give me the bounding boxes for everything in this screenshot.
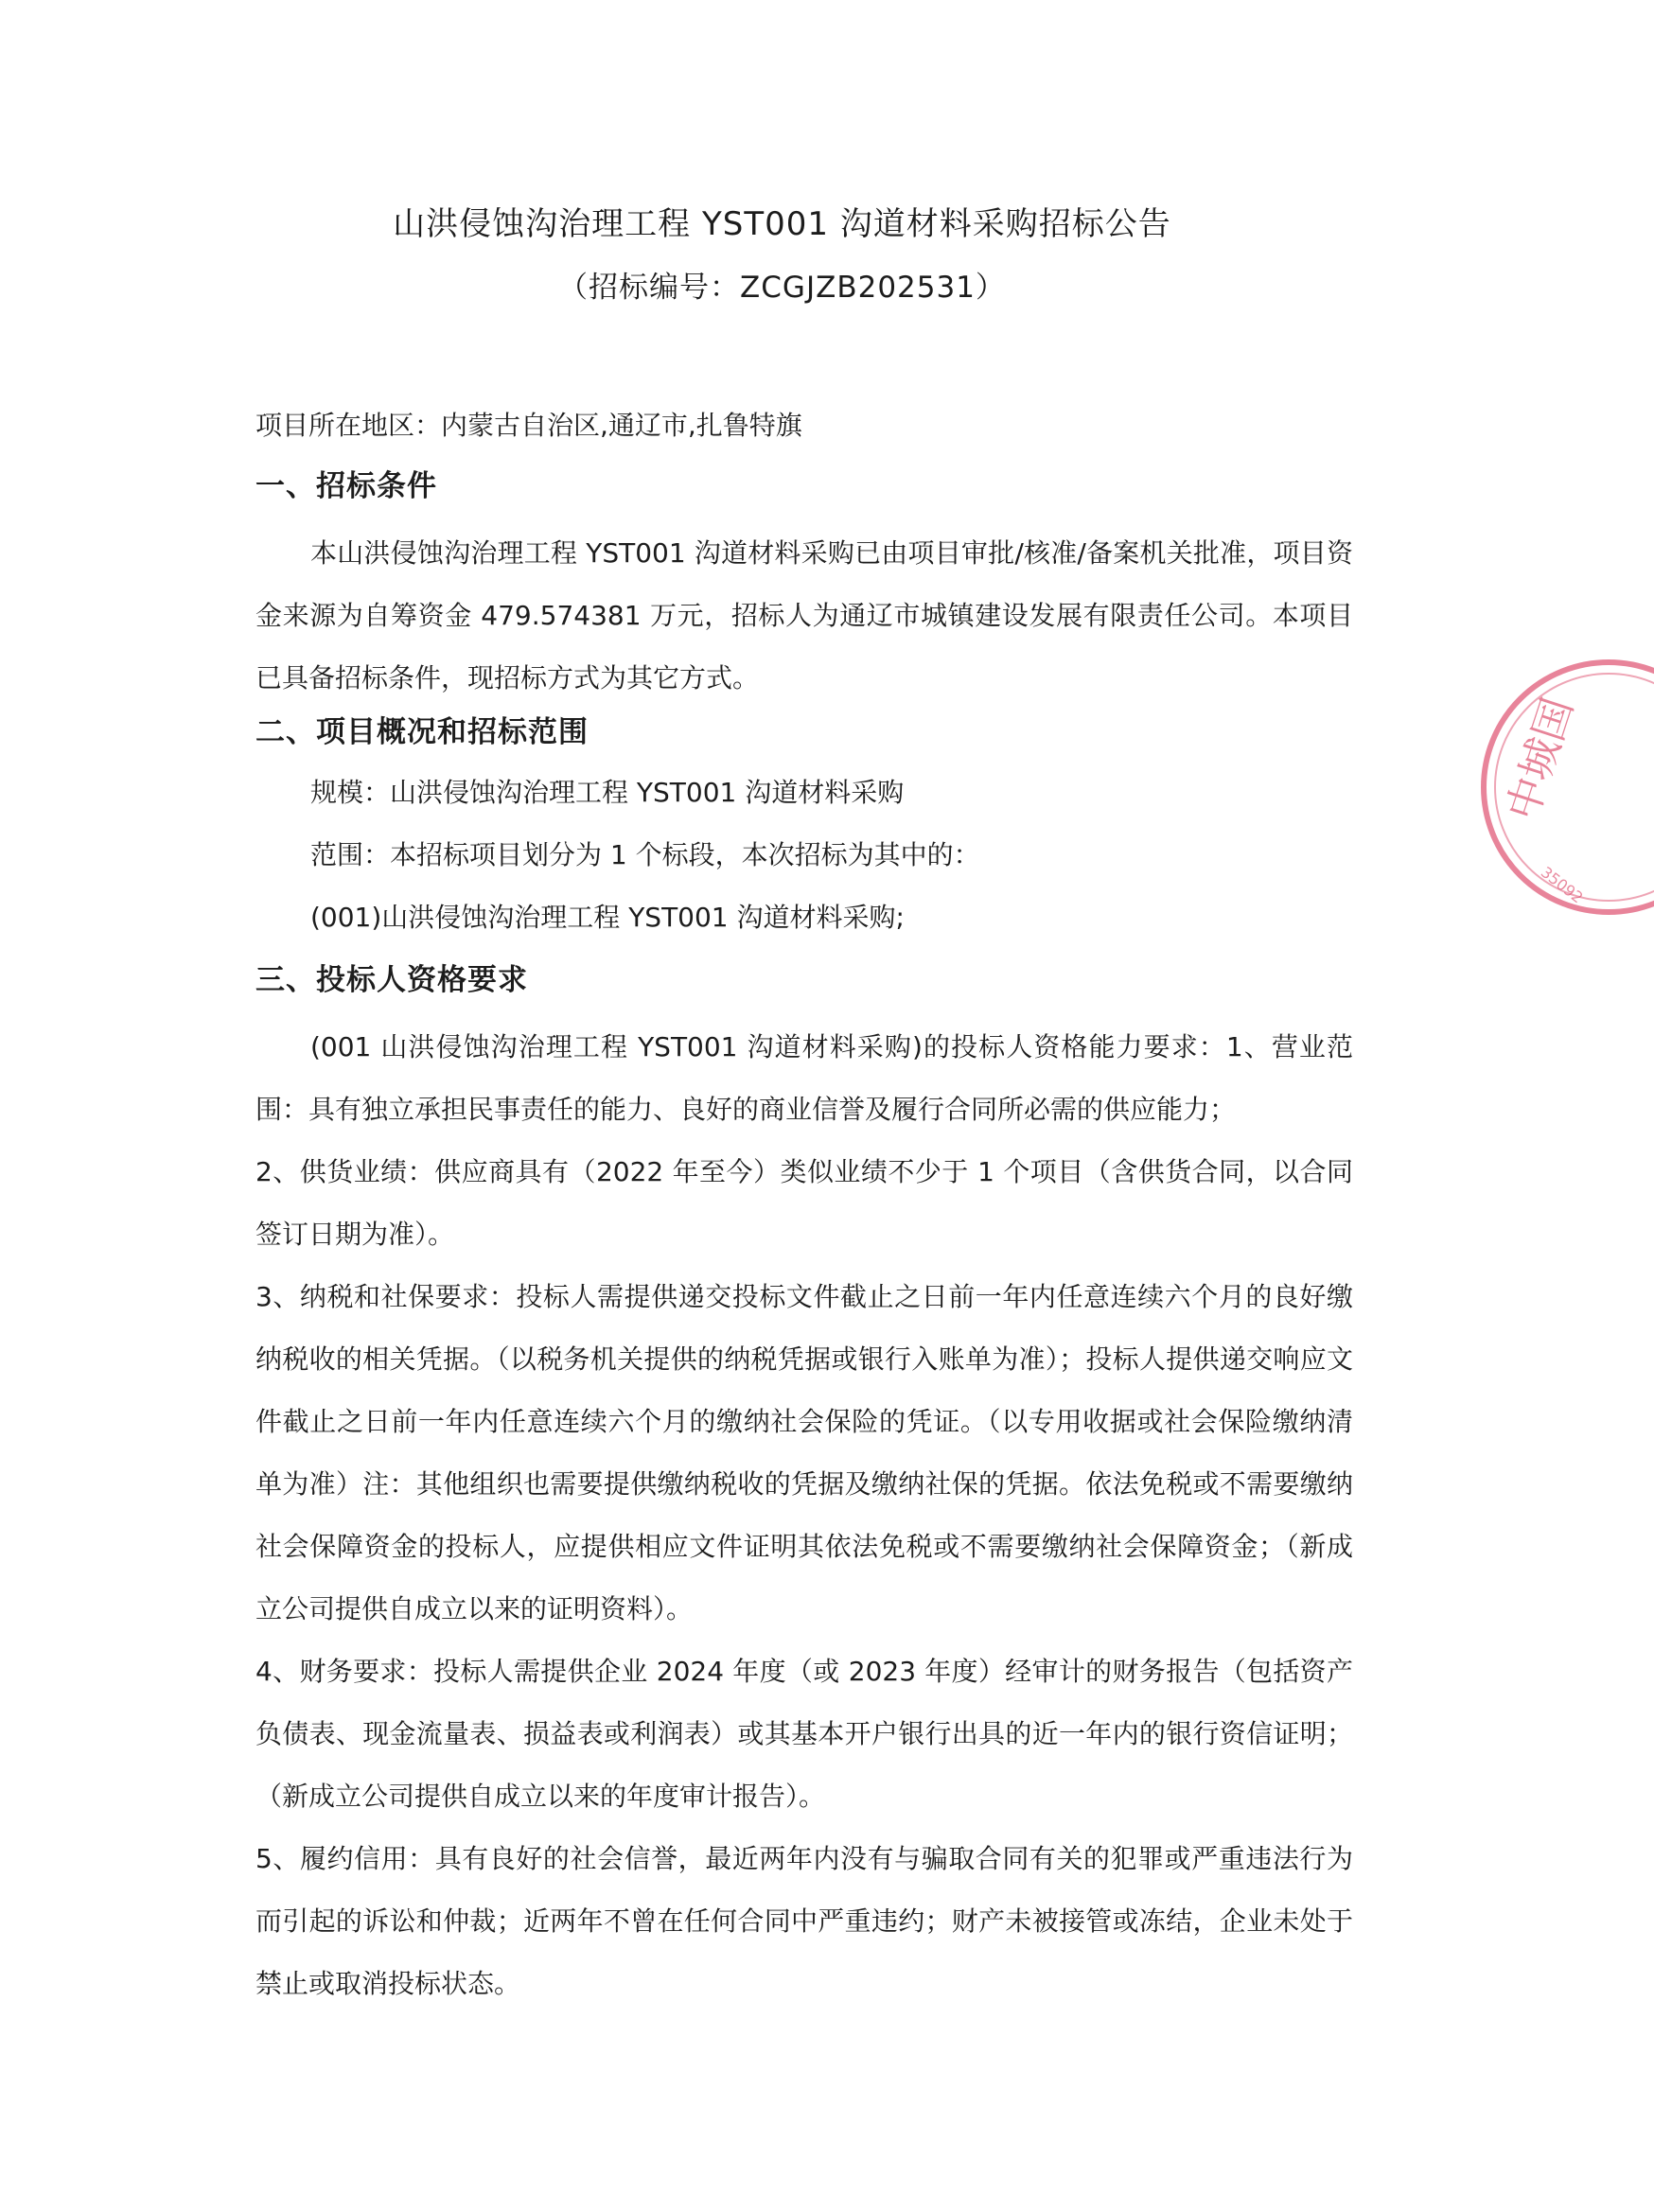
project-scope: 范围：本招标项目划分为 1 个标段，本次招标为其中的： (310, 839, 980, 870)
qualification-item-5: 5、履约信用：具有良好的社会信誉，最近两年内没有与骗取合同有关的犯罪或严重违法行为而引起的诉讼和仲裁；近两年不曾在任何合同中严重违约；财产未被接管或冻结，企业未处于禁止或取消投标状态。 (255, 1843, 1353, 1999)
company-seal-stamp (1465, 653, 1654, 937)
qualification-item-3: 3、纳税和社保要求：投标人需提供递交投标文件截止之日前一年内任意连续六个月的良好缴纳税收的相关凭据。（以税务机关提供的纳税凭据或银行入账单为准）；投标人提供递交响应文件截止之日前一年内任意连续六个月的缴纳社会保险的凭证。（以专用收据或社会保险缴纳清单为准）注：其他组织也需要提供缴纳税收的凭据及缴纳社保的凭据。依法免税或不需要缴纳社会保障资金的投标人，应提供相应文件证明其依法免税或不需要缴纳社会保障资金；（新成立公司提供自成立以来的证明资料）。 (255, 1281, 1353, 1624)
qualification-item-4: 4、财务要求：投标人需提供企业 2024 年度（或 2023 年度）经审计的财务报告（包括资产负债表、现金流量表、损益表或利润表）或其基本开户银行出具的近一年内的银行资信证明；（新成立公司提供自成立以来的年度审计报告）。 (255, 1656, 1353, 1812)
tender-number: （招标编号：ZCGJZB202531） (558, 271, 1006, 305)
qualification-item-1: (001 山洪侵蚀沟治理工程 YST001 沟道材料采购)的投标人资格能力要求：1、营业范围：具有独立承担民事责任的能力、良好的商业信誉及履行合同所必需的供应能力； (255, 1031, 1353, 1125)
section-heading-project-overview: 二、项目概况和招标范围 (255, 715, 589, 749)
document-title: 山洪侵蚀沟治理工程 YST001 沟道材料采购招标公告 (393, 205, 1171, 243)
project-scale: 规模：山洪侵蚀沟治理工程 YST001 沟道材料采购 (310, 777, 905, 808)
section-heading-bidder-qualifications: 三、投标人资格要求 (255, 963, 528, 997)
seal-large-text: 中城国 (1498, 692, 1583, 827)
seal-small-text: 35092 (1537, 863, 1587, 907)
section-heading-bidding-conditions: 一、招标条件 (255, 469, 437, 503)
bidding-conditions-paragraph: 本山洪侵蚀沟治理工程 YST001 沟道材料采购已由项目审批/核准/备案机关批准，项目资金来源为自筹资金 479.574381 万元，招标人为通辽市城镇建设发展有限责任公司。本项目已具备招标条件，现招标方式为其它方式。 (255, 537, 1353, 693)
project-lot: (001)山洪侵蚀沟治理工程 YST001 沟道材料采购; (310, 902, 905, 933)
project-location: 项目所在地区：内蒙古自治区,通辽市,扎鲁特旗 (255, 410, 802, 441)
qualification-item-2: 2、供货业绩：供应商具有（2022 年至今）类似业绩不少于 1 个项目（含供货合同，以合同签订日期为准）。 (255, 1156, 1353, 1250)
